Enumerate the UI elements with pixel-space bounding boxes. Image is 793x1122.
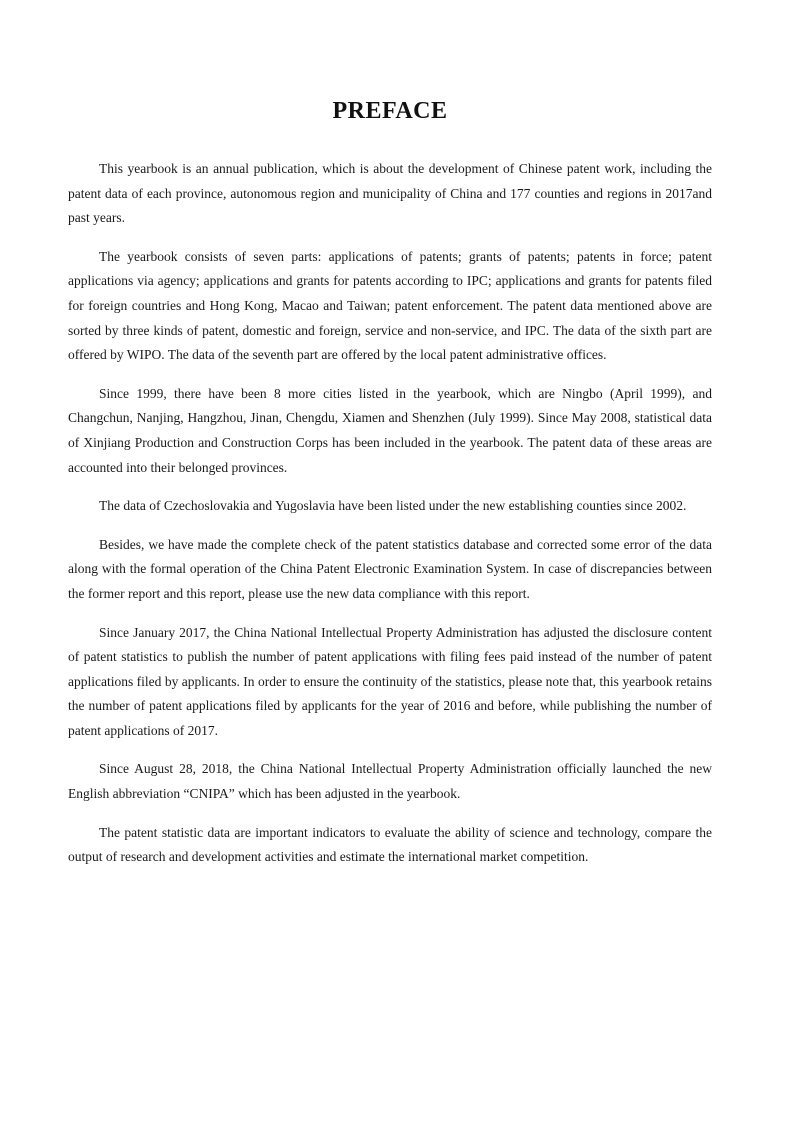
paragraph-8: The patent statistic data are important indicators to evaluate the ability of science and technology, compare the output of research and development activities and estimate the international market competition. — [68, 824, 712, 865]
paragraph-1: This yearbook is an annual publication, which is about the development of Chinese patent work, including the patent data of each province, autonomous region and municipality of China and 177 counties and regions in 2017and past years. — [68, 161, 712, 226]
paragraph-2: The yearbook consists of seven parts: applications of patents; grants of patents; patents in force; patent applications via agency; applications and grants for patents according to IPC; applications and grants for patents filed for foreign countries and Hong Kong, Macao and Taiwan; patent enforcement. The patent data mentioned above are sorted by three kinds of patent, domestic and foreign, service and non-service, and IPC. The data of the sixth part are offered by WIPO. The data of the seventh part are offered by the local patent administrative offices. — [68, 248, 712, 363]
paragraph-4: The data of Czechoslovakia and Yugoslavia have been listed under the new establishing counties since 2002. — [99, 498, 687, 514]
page-title: PREFACE — [332, 98, 448, 124]
paragraph-3: Since 1999, there have been 8 more cities listed in the yearbook, which are Ningbo (April 1999), and Changchun, Nanjing, Hangzhou, Jinan, Chengdu, Xiamen and Shenzhen (July 1999). Since May 2008, statistical data of Xinjiang Production and Construction Corps has been included in the yearbook. The patent data of these areas are accounted into their belonged provinces. — [68, 385, 712, 475]
paragraph-5: Besides, we have made the complete check of the patent statistics database and corrected some error of the data along with the formal operation of the China Patent Electronic Examination System. In case of discrepancies between the former report and this report, please use the new data compliance with this report. — [68, 536, 712, 601]
paragraph-6: Since January 2017, the China National Intellectual Property Administration has adjusted the disclosure content of patent statistics to publish the number of patent applications with filing fees paid instead of the number of patent applications filed by applicants. In order to ensure the continuity of the statistics, please note that, this yearbook retains the number of patent applications filed by applicants for the year of 2016 and before, while publishing the number of patent applications of 2017. — [68, 624, 712, 738]
paragraph-7: Since August 28, 2018, the China National Intellectual Property Administration officially launched the new English abbreviation “CNIPA” which has been adjusted in the yearbook. — [68, 761, 712, 802]
preface-body — [68, 157, 712, 870]
